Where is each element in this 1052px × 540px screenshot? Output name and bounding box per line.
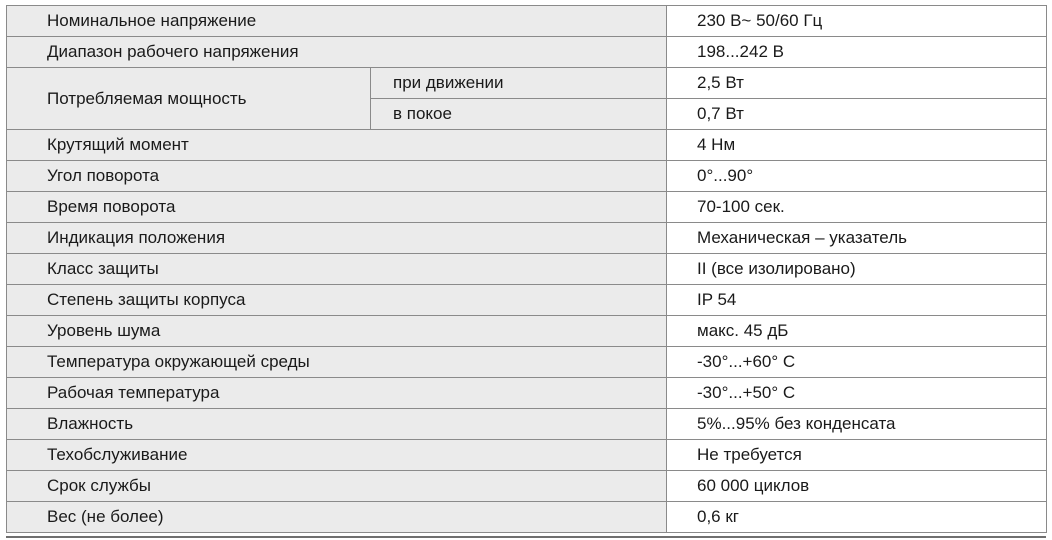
spec-sublabel: при движении <box>371 68 667 99</box>
spec-value: II (все изолировано) <box>667 254 1047 285</box>
spec-label: Срок службы <box>7 471 667 502</box>
spec-label: Угол поворота <box>7 161 667 192</box>
spec-label: Индикация положения <box>7 223 667 254</box>
spec-label: Диапазон рабочего напряжения <box>7 37 667 68</box>
spec-value: -30°...+50° С <box>667 378 1047 409</box>
table-bottom-border <box>6 536 1046 538</box>
spec-value: 0°...90° <box>667 161 1047 192</box>
spec-value: 60 000 циклов <box>667 471 1047 502</box>
table-row <box>7 130 1047 161</box>
table-row <box>7 192 1047 223</box>
spec-value: 70-100 сек. <box>667 192 1047 223</box>
spec-label: Степень защиты корпуса <box>7 285 667 316</box>
table-row <box>7 316 1047 347</box>
table-row <box>7 347 1047 378</box>
table-row <box>7 471 1047 502</box>
table-row <box>7 6 1047 37</box>
spec-value: -30°...+60° С <box>667 347 1047 378</box>
table-row <box>7 223 1047 254</box>
spec-label: Класс защиты <box>7 254 667 285</box>
spec-value: Механическая – указатель <box>667 223 1047 254</box>
table-row <box>7 37 1047 68</box>
spec-value: 0,7 Вт <box>667 99 1047 130</box>
table-row <box>7 254 1047 285</box>
spec-value: макс. 45 дБ <box>667 316 1047 347</box>
spec-value: 2,5 Вт <box>667 68 1047 99</box>
spec-label: Уровень шума <box>7 316 667 347</box>
spec-label: Влажность <box>7 409 667 440</box>
spec-label: Потребляемая мощность <box>7 68 371 130</box>
table-row <box>7 161 1047 192</box>
table-row <box>7 285 1047 316</box>
spec-value: 4 Нм <box>667 130 1047 161</box>
spec-value: 5%...95% без конденсата <box>667 409 1047 440</box>
table-row <box>7 440 1047 471</box>
spec-label: Номинальное напряжение <box>7 6 667 37</box>
spec-value: Не требуется <box>667 440 1047 471</box>
table-row <box>7 378 1047 409</box>
spec-sublabel: в покое <box>371 99 667 130</box>
table-row <box>7 68 1047 99</box>
spec-value: 198...242 В <box>667 37 1047 68</box>
spec-label: Крутящий момент <box>7 130 667 161</box>
spec-label: Техобслуживание <box>7 440 667 471</box>
spec-label: Время поворота <box>7 192 667 223</box>
spec-value: 0,6 кг <box>667 502 1047 533</box>
spec-label: Вес (не более) <box>7 502 667 533</box>
spec-table <box>6 5 1047 533</box>
spec-label: Температура окружающей среды <box>7 347 667 378</box>
spec-value: 230 В~ 50/60 Гц <box>667 6 1047 37</box>
spec-value: IP 54 <box>667 285 1047 316</box>
table-row <box>7 409 1047 440</box>
spec-label: Рабочая температура <box>7 378 667 409</box>
table-row <box>7 502 1047 533</box>
spec-table-container <box>6 5 1046 533</box>
